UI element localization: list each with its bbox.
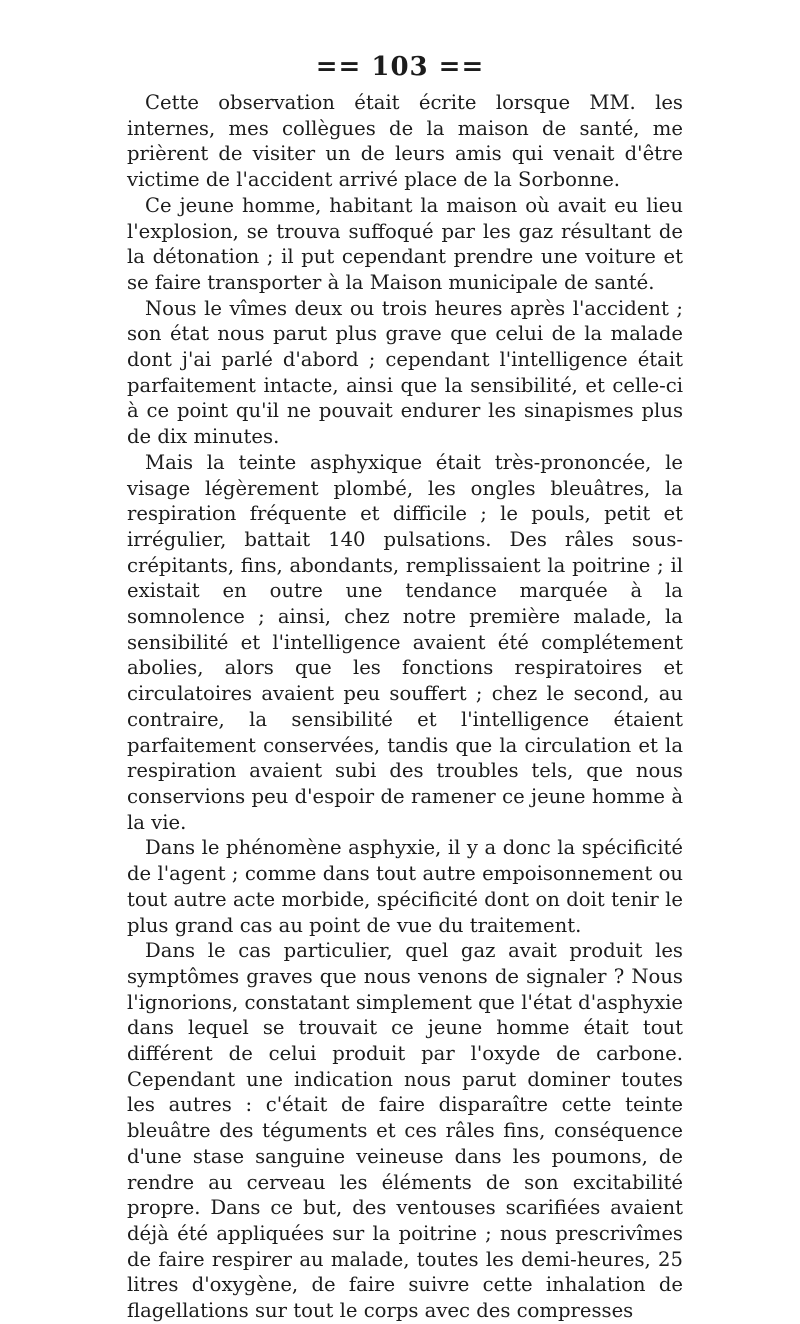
paragraph: Mais la teinte asphyxique était très-prononcée, le visage légèrement plombé, les ongles bleuâtres, la respiration fréquente et difficile ; le pouls, petit et irrégulier, battait 140 pulsations. Des râles sous-crépitants, fins, abondants, remplissaient la poitrine ; il existait en outre une tendance marquée à la somnolence ; ainsi, chez notre première malade, la sensibilité et l'intelligence avaient été complétement abolies, alors que les fonctions respiratoires et circulatoires avaient peu souffert ; chez le second, au contraire, la sensibilité et l'intelligence étaient parfaitement conservées, tandis que la circulation et la respiration avaient subi des troubles tels, que nous conservions peu d'espoir de ramener ce jeune homme à la vie. [127, 450, 683, 834]
paragraph: Dans le cas particulier, quel gaz avait produit les symptômes graves que nous venons de signaler ? Nous l'ignorions, constatant simplement que l'état d'asphyxie dans lequel se trouvait ce jeune homme était tout différent de celui produit par l'oxyde de carbone. Cependant une indication nous parut dominer toutes les autres : c'était de faire disparaître cette teinte bleuâtre des téguments et ces râles fins, conséquence d'une stase sanguine veineuse dans les poumons, de rendre au cerveau les éléments de son excitabilité propre. Dans ce but, des ventouses scarifiées avaient déjà été appliquées sur la poitrine ; nous prescrivîmes de faire respirer au malade, toutes les demi-heures, 25 litres d'oxygène, de faire suivre cette inhalation de flagellations sur tout le corps avec des compresses [127, 939, 683, 1323]
page-number: == 103 == [315, 52, 485, 82]
paragraph: Dans le phénomène asphyxie, il y a donc la spécificité de l'agent ; comme dans tout autre empoisonnement ou tout autre acte morbide, spécificité dont on doit tenir le plus grand cas au point de vue du traitement. [127, 836, 683, 937]
body-text [127, 90, 683, 1324]
paragraph: Cette observation était écrite lorsque MM. les internes, mes collègues de la maison de santé, me prièrent de visiter un de leurs amis qui venait d'être victime de l'accident arrivé place de la Sorbonne. [127, 91, 683, 192]
paragraph: Nous le vîmes deux ou trois heures après l'accident ; son état nous parut plus grave que celui de la malade dont j'ai parlé d'abord ; cependant l'intelligence était parfaitement intacte, ainsi que la sensibilité, et celle-ci à ce point qu'il ne pouvait endurer les sinapismes plus de dix minutes. [127, 296, 683, 449]
paragraph: Ce jeune homme, habitant la maison où avait eu lieu l'explosion, se trouva suffoqué par les gaz résultant de la détonation ; il put cependant prendre une voiture et se faire transporter à la Maison municipale de santé. [127, 193, 683, 294]
